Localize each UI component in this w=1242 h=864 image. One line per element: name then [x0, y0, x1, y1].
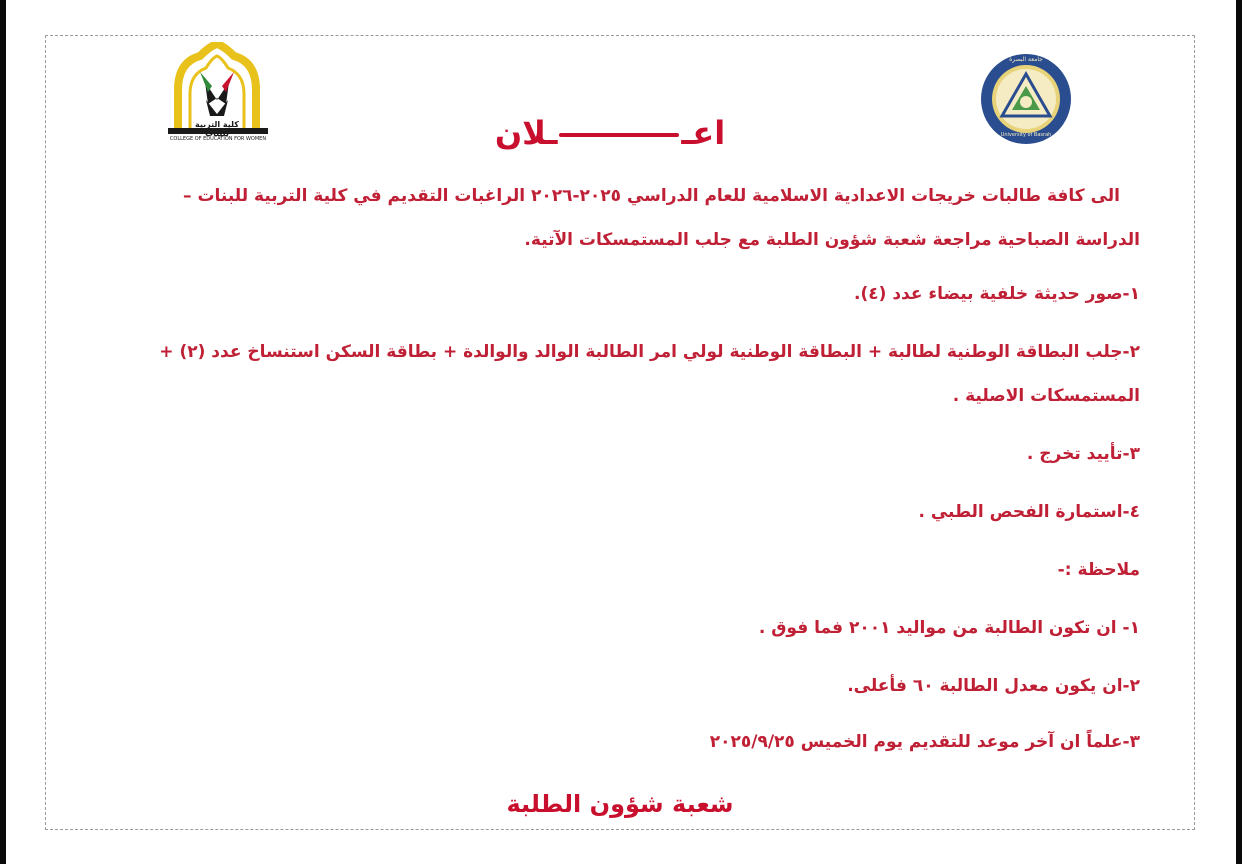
note-3: ٣-علماً ان آخر موعد للتقديم يوم الخميس ٢٠٢٥/٩/٢٥ [709, 732, 1140, 752]
signature-department: شعبة شؤون الطلبة [506, 790, 734, 818]
announcement-title [440, 108, 780, 158]
university-seal-subtext: University of Basrah [1000, 132, 1052, 138]
requirement-2: ٢-جلب البطاقة الوطنية لطالبة + البطاقة الوطنية لولي امر الطالبة الوالد والوالدة + بطاقة السكن استنساخ عدد (٢) + [159, 342, 1140, 362]
announcement-title-start: اعـ [681, 114, 726, 152]
requirement-2-continued: المستمسكات الاصلية . [952, 386, 1140, 406]
college-logo-text: كلية التربية للبنات [195, 120, 239, 138]
university-seal [970, 52, 1082, 147]
note-2: ٢-ان يكون معدل الطالبة ٦٠ فأعلى. [847, 676, 1140, 696]
page-edge-left [0, 0, 6, 864]
university-seal-text: جامعة البصرة [1009, 56, 1043, 63]
college-logo-subtext: COLLEGE OF EDUCATION FOR WOMEN [169, 136, 267, 142]
intro-line-2: الدراسة الصباحية مراجعة شعبة شؤون الطلبة مع جلب المستمسكات الآتية. [524, 230, 1140, 250]
page-edge-right [1236, 0, 1242, 864]
requirement-4: ٤-استمارة الفحص الطبي . [918, 502, 1140, 522]
requirement-1: ١-صور حديثة خلفية بيضاء عدد (٤). [854, 284, 1140, 304]
announcement-title-end: ـلان [494, 114, 558, 152]
requirement-3: ٣-تأييد تخرج . [1026, 444, 1140, 464]
intro-line-1: الى كافة طالبات خريجات الاعدادية الاسلامية للعام الدراسي ٢٠٢٥-٢٠٢٦ الراغبات التقديم في كلية التربية للبنات – [183, 186, 1120, 206]
note-1: ١- ان تكون الطالبة من مواليد ٢٠٠١ فما فوق . [758, 618, 1140, 638]
title-kashida-bar [559, 133, 679, 137]
notes-heading: ملاحظة :- [1057, 560, 1140, 580]
college-logo [160, 42, 275, 150]
